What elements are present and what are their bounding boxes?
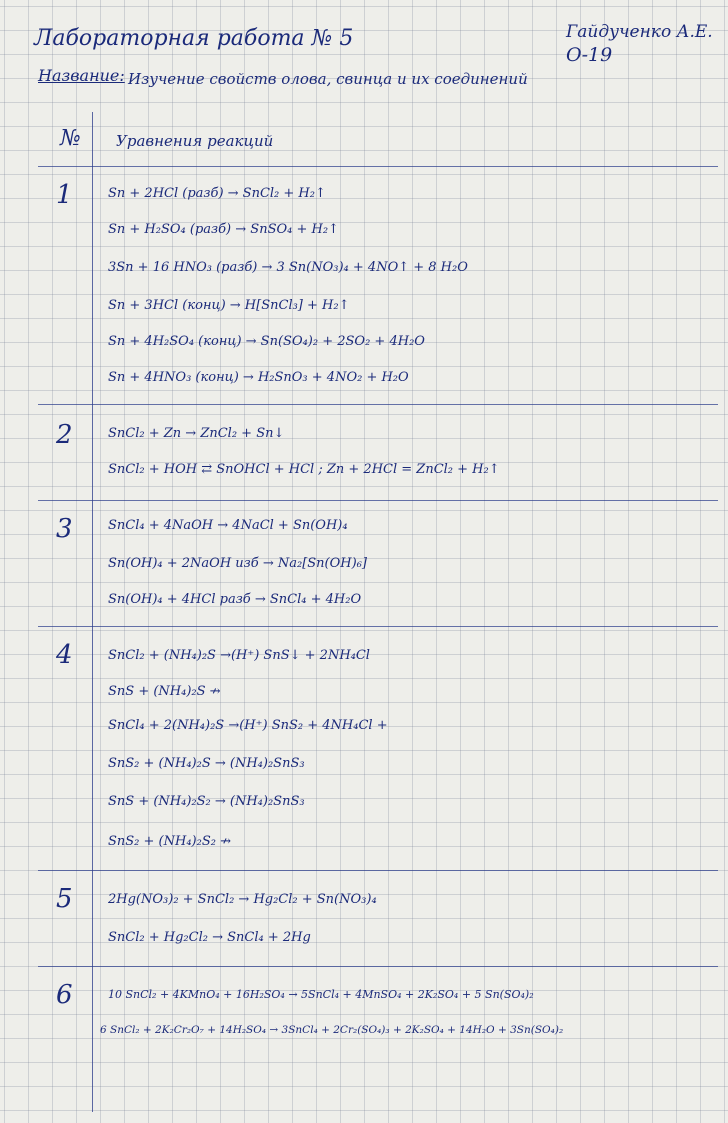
equation-line: 3Sn + 16 HNO₃ (разб) → 3 Sn(NO₃)₄ + 4NO↑ + 8 H₂O	[108, 260, 468, 275]
equation-line: Sn(OH)₄ + 4HCl разб → SnCl₄ + 4H₂O	[108, 592, 362, 607]
equation-line: 10 SnCl₂ + 4KMnO₄ + 16H₂SO₄ → 5SnCl₄ + 4MnSO₄ + 2K₂SO₄ + 5 Sn(SO₄)₂	[108, 988, 534, 1001]
row-number: 5	[56, 884, 73, 914]
row-number: 4	[56, 640, 73, 670]
row-divider	[38, 966, 718, 967]
equation-line: Sn + 4H₂SO₄ (конц) → Sn(SO₄)₂ + 2SO₂ + 4H₂O	[108, 334, 425, 349]
page-title: Лабораторная работа № 5	[34, 26, 354, 51]
equation-line: SnS + (NH₄)₂S₂ → (NH₄)₂SnS₃	[108, 794, 305, 809]
row-divider	[38, 626, 718, 627]
row-divider	[38, 166, 718, 167]
row-divider	[38, 500, 718, 501]
row-number: 2	[56, 420, 73, 450]
equation-line: SnCl₄ + 4NaOH → 4NaCl + Sn(OH)₄	[108, 518, 348, 533]
row-number: 3	[56, 514, 73, 544]
equation-line: SnCl₂ + (NH₄)₂S →(H⁺) SnS↓ + 2NH₄Cl	[108, 648, 370, 663]
row-divider	[38, 404, 718, 405]
equation-line: SnCl₂ + Zn → ZnCl₂ + Sn↓	[108, 426, 285, 441]
equation-line: 6 SnCl₂ + 2K₂Cr₂O₇ + 14H₂SO₄ → 3SnCl₄ + 2Cr₂(SO₄)₃ + 2K₂SO₄ + 14H₂O + 3Sn(SO₄)₂	[100, 1024, 564, 1036]
name-text: Изучение свойств олова, свинца и их соединений	[128, 70, 528, 88]
equation-line: SnCl₂ + HOH ⇄ SnOHCl + HCl ; Zn + 2HCl = ZnCl₂ + H₂↑	[108, 462, 500, 477]
equation-line: Sn + 4HNO₃ (конц) → H₂SnO₃ + 4NO₂ + H₂O	[108, 370, 409, 385]
column-divider	[92, 112, 93, 1112]
equation-line: 2Hg(NO₃)₂ + SnCl₂ → Hg₂Cl₂ + Sn(NO₃)₄	[108, 892, 377, 907]
group-label: О-19	[566, 44, 613, 66]
equation-line: SnCl₄ + 2(NH₄)₂S →(H⁺) SnS₂ + 4NH₄Cl +	[108, 718, 388, 733]
column-header-number: №	[60, 126, 81, 151]
column-header-equations: Уравнения реакций	[116, 132, 274, 150]
name-label: Название:	[38, 66, 125, 85]
equation-line: SnCl₂ + Hg₂Cl₂ → SnCl₄ + 2Hg	[108, 930, 311, 945]
equation-line: SnS₂ + (NH₄)₂S → (NH₄)₂SnS₃	[108, 756, 305, 771]
equation-line: Sn(OH)₄ + 2NaOH изб → Na₂[Sn(OH)₆]	[108, 556, 367, 571]
equation-line: SnS₂ + (NH₄)₂S₂ ↛	[108, 834, 231, 849]
row-number: 6	[56, 980, 73, 1010]
equation-line: Sn + 2HCl (разб) → SnCl₂ + H₂↑	[108, 186, 326, 201]
equation-line: Sn + 3HCl (конц) → H[SnCl₃] + H₂↑	[108, 298, 350, 313]
row-divider	[38, 870, 718, 871]
equation-line: SnS + (NH₄)₂S ↛	[108, 684, 221, 699]
equation-line: Sn + H₂SO₄ (разб) → SnSO₄ + H₂↑	[108, 222, 339, 237]
row-number: 1	[56, 180, 73, 210]
author-name: Гайдученко А.Е.	[566, 22, 713, 42]
